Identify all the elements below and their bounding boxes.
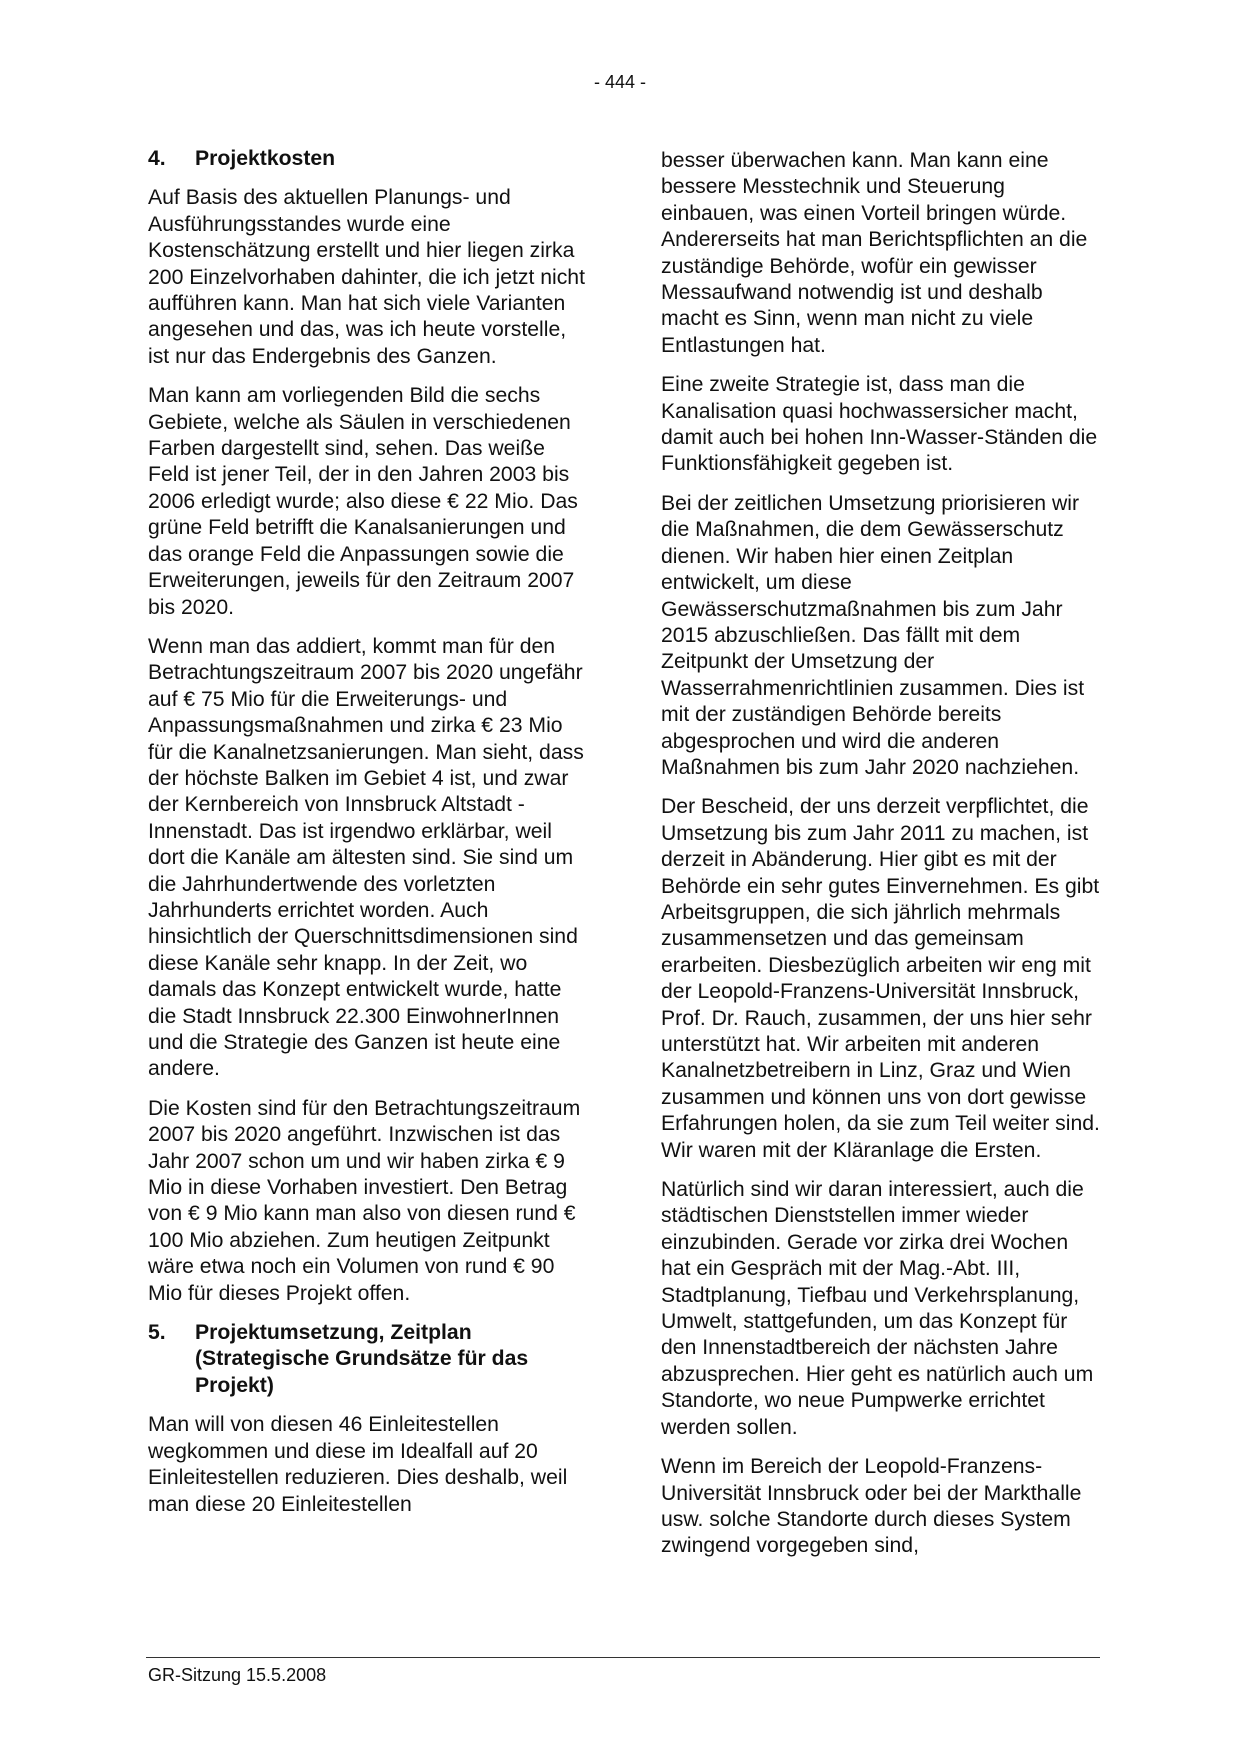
paragraph: Eine zweite Strategie ist, dass man die Kanalisation quasi hochwassersicher macht, damit auch bei hohen Inn-Wasser-Ständen die Funktionsfähigkeit gegeben ist. [661,373,1098,476]
section-4-heading [148,146,588,172]
section-5-heading [148,1320,588,1399]
right-column [661,148,1101,1573]
paragraph: besser überwachen kann. Man kann eine bessere Messtechnik und Steuerung einbauen, was einen Vorteil bringen würde. Andererseits hat man Berichtspflichten an die zuständige Behörde, wofür ein gewisser Messaufwand notwendig ist und deshalb macht es Sinn, wenn man nicht zu viele Entlastungen hat. [661,149,1088,357]
section-4-title: Projektkosten [195,147,336,170]
left-column [148,146,588,1531]
footer-divider [146,1657,1100,1658]
section-5-title: Projektumsetzung, Zeitplan (Strategische Grundsätze für das Projekt) [195,1321,529,1397]
section-4-number: 4. [148,147,166,170]
paragraph: Die Kosten sind für den Betrachtungszeitraum 2007 bis 2020 angeführt. Inzwischen ist das Jahr 2007 schon um und wir haben zirka € 9 Mio in diese Vorhaben investiert. Den Betrag von € 9 Mio kann man also von diesen rund € 100 Mio abziehen. Zum heutigen Zeitpunkt wäre etwa noch ein Volumen von rund € 90 Mio für dieses Projekt offen. [148,1096,581,1305]
page-number: - 444 - [593,72,647,92]
paragraph: Wenn man das addiert, kommt man für den Betrachtungszeitraum 2007 bis 2020 ungefähr auf € 75 Mio für die Erweiterungs- und Anpassungsmaßnahmen und zirka € 23 Mio für die Kanalnetzsanierungen. Man sieht, dass der höchste Balken im Gebiet 4 ist, und zwar der Kernbereich von Innsbruck Altstadt - Innenstadt. Das ist irgendwo erklärbar, weil dort die Kanäle am ältesten sind. Sie sind um die Jahrhundertwende des vorletzten Jahrhunderts errichtet worden. Auch hinsichtlich der Querschnittsdimensionen sind diese Kanäle sehr knapp. In der Zeit, wo damals das Konzept entwickelt wurde, hatte die Stadt Innsbruck 22.300 EinwohnerInnen und die Strategie des Ganzen ist heute eine andere. [148,634,584,1081]
paragraph: Bei der zeitlichen Umsetzung priorisieren wir die Maßnahmen, die dem Gewässerschutz dienen. Wir haben hier einen Zeitplan entwickelt, um diese Gewässerschutzmaßnahmen bis zum Jahr 2015 abzuschließen. Das fällt mit dem Zeitpunkt der Umsetzung der Wasserrahmenrichtlinien zusammen. Dies ist mit der zuständigen Behörde bereits abgesprochen und wird die anderen Maßnahmen bis zum Jahr 2020 nachziehen. [661,491,1085,779]
paragraph: Man kann am vorliegenden Bild die sechs Gebiete, welche als Säulen in verschiedenen Farben dargestellt sind, sehen. Das weiße Feld ist jener Teil, der in den Jahren 2003 bis 2006 erledigt wurde; also diese € 22 Mio. Das grüne Feld betrifft die Kanalsanierungen und das orange Feld die Anpassungen sowie die Erweiterungen, jeweils für den Zeitraum 2007 bis 2020. [148,384,578,619]
paragraph: Der Bescheid, der uns derzeit verpflichtet, die Umsetzung bis zum Jahr 2011 zu machen, ist derzeit in Abänderung. Hier gibt es mit der Behörde ein sehr gutes Einvernehmen. Es gibt Arbeitsgruppen, die sich jährlich mehrmals zusammensetzen und das gemeinsam erarbeiten. Diesbezüglich arbeiten wir eng mit der Leopold-Franzens-Universität Innsbruck, Prof. Dr. Rauch, zusammen, der uns hier sehr unterstützt hat. Wir arbeiten mit anderen Kanalnetzbetreibern in Linz, Graz und Wien zusammen und können uns von dort gewisse Erfahrungen holen, da sie zum Teil weiter sind. Wir waren mit der Kläranlage die Ersten. [661,795,1100,1162]
paragraph: Auf Basis des aktuellen Planungs- und Ausführungsstandes wurde eine Kostenschätzung erstellt und hier liegen zirka 200 Einzelvorhaben dahinter, die ich jetzt nicht aufführen kann. Man hat sich viele Varianten angesehen und das, was ich heute vorstelle, ist nur das Endergebnis des Ganzen. [148,186,585,368]
paragraph: Man will von diesen 46 Einleitestellen wegkommen und diese im Idealfall auf 20 Einleitestellen reduzieren. Dies deshalb, weil man diese 20 Einleitestellen [148,1413,568,1516]
section-5-number: 5. [148,1321,166,1345]
paragraph: Natürlich sind wir daran interessiert, auch die städtischen Dienststellen immer wieder einzubinden. Gerade vor zirka drei Wochen hat ein Gespräch mit der Mag.-Abt. III, Stadtplanung, Tiefbau und Verkehrsplanung, Umwelt, stattgefunden, um das Konzept für den Innenstadtbereich der nächsten Jahre abzusprechen. Hier geht es natürlich auch um Standorte, wo neue Pumpwerke errichtet werden sollen. [661,1178,1094,1439]
footer-text: GR-Sitzung 15.5.2008 [148,1665,327,1685]
paragraph: Wenn im Bereich der Leopold-Franzens-Universität Innsbruck oder bei der Markthalle usw. solche Standorte durch dieses System zwingend vorgegeben sind, [661,1455,1082,1558]
